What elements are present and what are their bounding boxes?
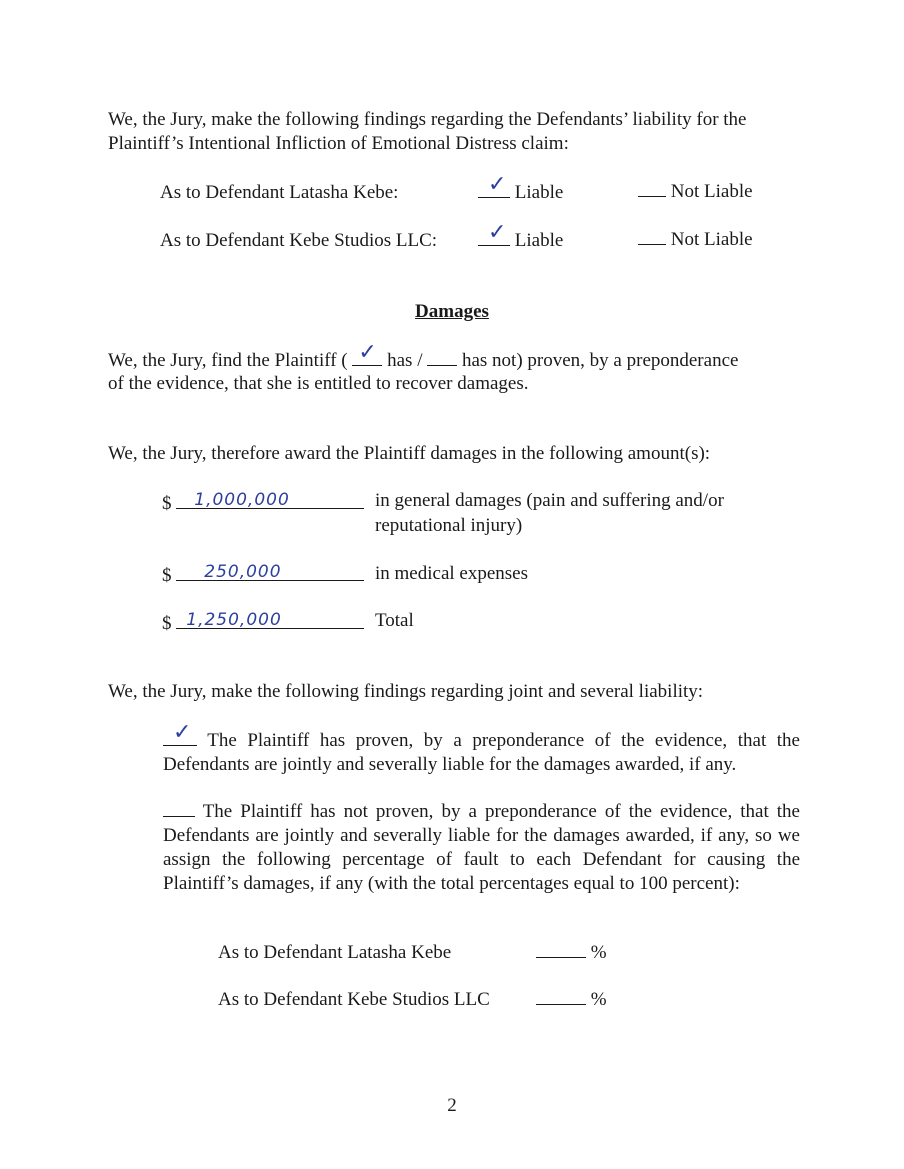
iied-row-not-liable: [638, 226, 753, 252]
currency-symbol: $: [162, 493, 172, 514]
fault-row-label: As to Defendant Latasha Kebe: [218, 942, 452, 963]
option-text: The Plaintiff has proven, by a preponderance of the evidence, that the Defendants are jointly and severally liable for the damages awarded, if any.: [163, 730, 800, 775]
fault-row-input: [536, 939, 607, 965]
percent-unit: %: [590, 989, 607, 1010]
joint-option-not-proven: [163, 798, 800, 896]
damages-proven-line: [108, 340, 739, 373]
damages-heading: Damages: [415, 301, 489, 322]
joint-option-proven: [163, 720, 800, 777]
iied-row-label: As to Defendant Latasha Kebe:: [160, 182, 399, 203]
handwritten-amount: 1,000,000: [194, 490, 290, 510]
liable-label: Liable: [514, 182, 564, 203]
iied-row-label: As to Defendant Kebe Studios LLC:: [160, 230, 438, 251]
not-liable-label: Not Liable: [670, 229, 753, 250]
damages-proven-line2: of the evidence, that she is entitled to recover damages.: [108, 373, 529, 394]
currency-symbol: $: [162, 565, 172, 586]
option-text: The Plaintiff has not proven, by a preponderance of the evidence, that the Defendants are jointly and severally liable for the damages awarded, if any, so we assign the following percentage of fault to each Defendant for causing the Plaintiff’s damages, if any (with the total percentages equal to 100 percent):: [163, 801, 800, 894]
page-number: 2: [447, 1095, 457, 1116]
award-total-desc: Total: [375, 610, 414, 631]
percent-field[interactable]: [536, 939, 586, 958]
option-blank[interactable]: [163, 720, 197, 746]
proven-prefix: We, the Jury, find the Plaintiff (: [108, 350, 348, 371]
award-total: [162, 610, 364, 636]
check-mark-icon: ✓: [488, 172, 507, 197]
fault-row-label: As to Defendant Kebe Studios LLC: [218, 989, 490, 1010]
amount-field[interactable]: [176, 610, 364, 629]
not-liable-blank[interactable]: [638, 178, 666, 197]
check-mark-icon: ✓: [358, 340, 377, 365]
amount-field[interactable]: [176, 562, 364, 581]
currency-symbol: $: [162, 613, 172, 634]
handwritten-amount: 1,250,000: [186, 610, 282, 630]
proven-has: has /: [387, 350, 423, 371]
iied-intro: We, the Jury, make the following findings regarding the Defendants’ liability for the Plaintiff’s Intentional Infliction of Emotional Distress claim:: [108, 109, 747, 154]
option-blank[interactable]: [163, 798, 195, 817]
has-not-blank[interactable]: [427, 347, 457, 366]
joint-intro: We, the Jury, make the following findings regarding joint and several liability:: [108, 681, 704, 702]
has-blank[interactable]: [352, 340, 382, 366]
handwritten-amount: 250,000: [204, 562, 282, 582]
liable-blank[interactable]: [478, 220, 510, 246]
percent-field[interactable]: [536, 986, 586, 1005]
liable-label: Liable: [514, 230, 564, 251]
award-medical-desc: in medical expenses: [375, 563, 529, 584]
iied-row-liable: [478, 172, 564, 205]
proven-rest: has not) proven, by a preponderance: [461, 350, 739, 371]
not-liable-blank[interactable]: [638, 226, 666, 245]
liable-blank[interactable]: [478, 172, 510, 198]
award-general-desc: in general damages (pain and suffering and/or: [375, 490, 724, 511]
percent-unit: %: [590, 942, 607, 963]
fault-row-input: [536, 986, 607, 1012]
iied-row-liable: [478, 220, 564, 253]
award-intro: We, the Jury, therefore award the Plaintiff damages in the following amount(s):: [108, 443, 711, 464]
not-liable-label: Not Liable: [670, 181, 753, 202]
check-mark-icon: ✓: [488, 220, 507, 245]
award-medical: [162, 562, 364, 588]
award-general-desc2: reputational injury): [375, 515, 523, 536]
award-general: [162, 490, 364, 516]
iied-row-not-liable: [638, 178, 753, 204]
check-mark-icon: ✓: [173, 720, 192, 745]
amount-field[interactable]: [176, 490, 364, 509]
